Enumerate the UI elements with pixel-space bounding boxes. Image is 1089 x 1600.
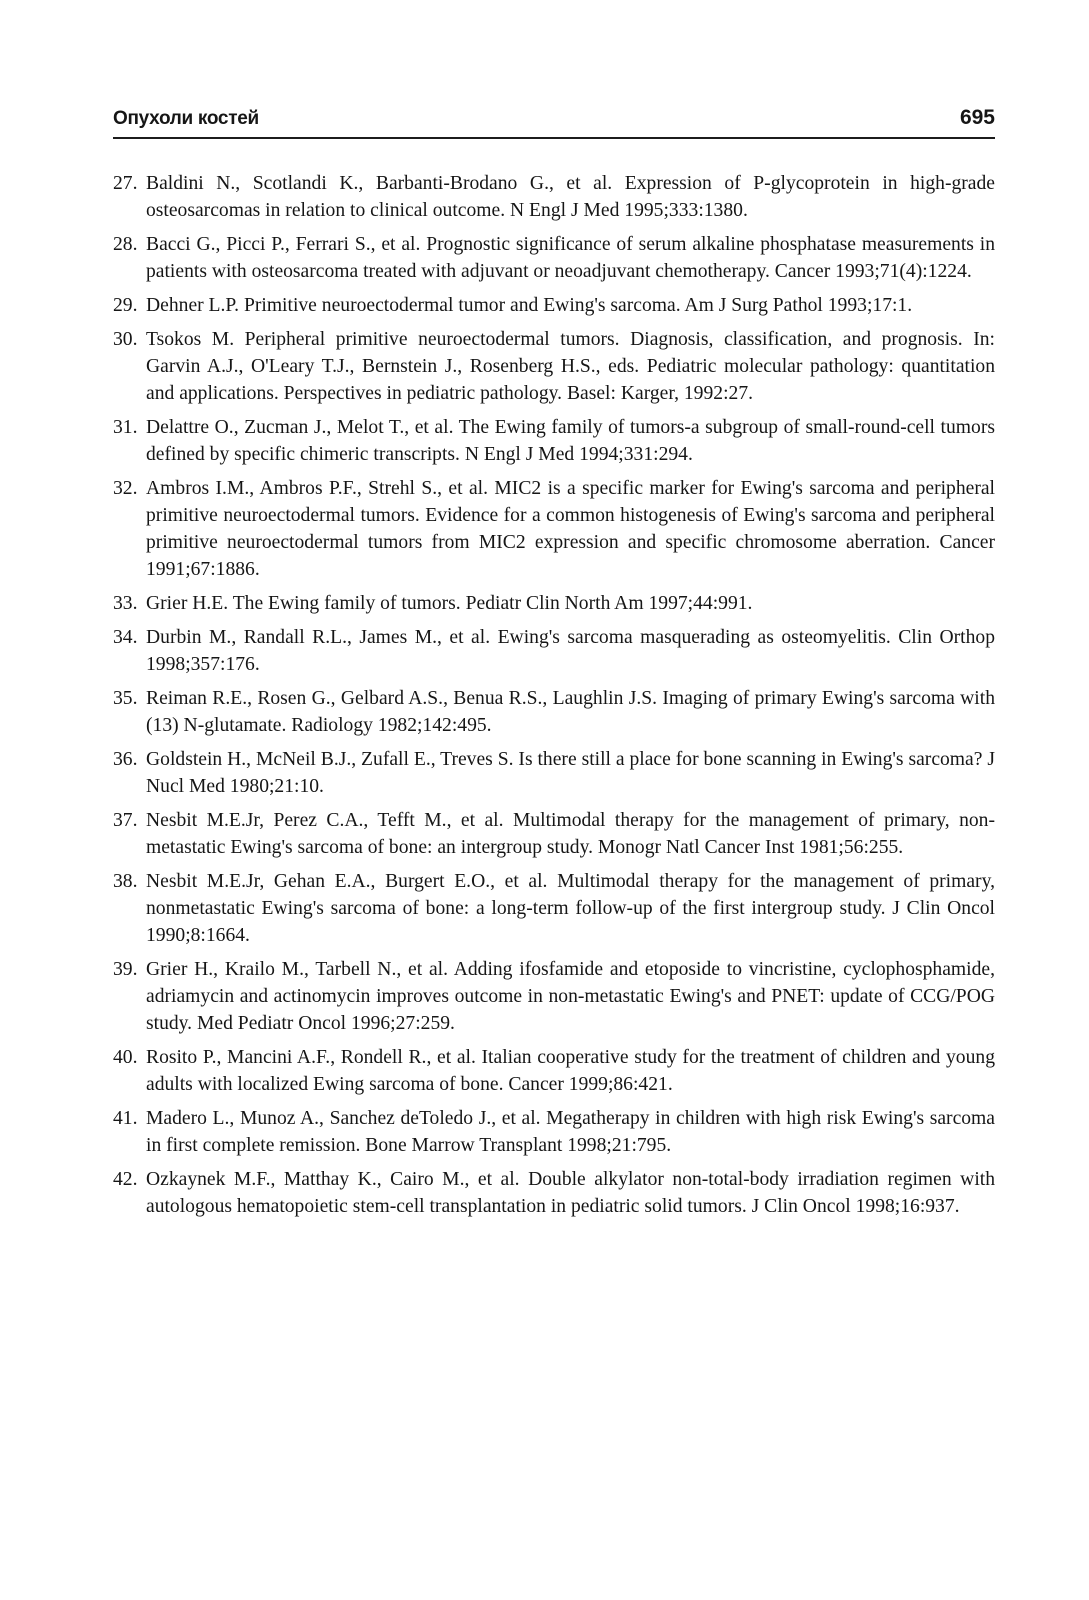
reference-number: 39. xyxy=(113,959,138,980)
reference-number: 41. xyxy=(113,1108,138,1129)
page-header xyxy=(113,107,995,139)
reference-item xyxy=(113,746,995,800)
reference-item xyxy=(113,868,995,949)
reference-item xyxy=(113,807,995,861)
reference-text: Ozkaynek M.F., Matthay K., Cairo M., et al. Double alkylator non-total-body irradiation regimen with autologous hematopoietic stem-cell transplantation in pediatric solid tumors. J Clin Oncol 1998;16:937. xyxy=(146,1169,995,1217)
reference-text: Bacci G., Picci P., Ferrari S., et al. Prognostic significance of serum alkaline phosphatase measurements in patients with osteosarcoma treated with adjuvant or neoadjuvant chemotherapy. Cancer 1993;71(4):1224. xyxy=(146,234,995,282)
reference-list xyxy=(113,170,995,1227)
reference-number: 36. xyxy=(113,749,138,770)
reference-number: 34. xyxy=(113,627,138,648)
reference-text: Nesbit M.E.Jr, Perez C.A., Tefft M., et al. Multimodal therapy for the management of primary, non-metastatic Ewing's sarcoma of bone: an intergroup study. Monogr Natl Cancer Inst 1981;56:255. xyxy=(146,810,995,858)
reference-text: Durbin M., Randall R.L., James M., et al. Ewing's sarcoma masquerading as osteomyelitis. Clin Orthop 1998;357:176. xyxy=(146,627,995,675)
reference-text: Baldini N., Scotlandi K., Barbanti-Brodano G., et al. Expression of P-glycoprotein in high-grade osteosarcomas in relation to clinical outcome. N Engl J Med 1995;333:1380. xyxy=(146,173,995,221)
reference-item xyxy=(113,1044,995,1098)
reference-text: Grier H., Krailo M., Tarbell N., et al. Adding ifosfamide and etoposide to vincristine, cyclophosphamide, adriamycin and actinomycin improves outcome in non-metastatic Ewing's and PNET: update of CCG/POG study. Med Pediatr Oncol 1996;27:259. xyxy=(146,959,995,1034)
reference-number: 31. xyxy=(113,417,138,438)
reference-item xyxy=(113,956,995,1037)
reference-item xyxy=(113,414,995,468)
reference-item xyxy=(113,1105,995,1159)
reference-number: 30. xyxy=(113,329,138,350)
reference-text: Tsokos M. Peripheral primitive neuroectodermal tumors. Diagnosis, classification, and prognosis. In: Garvin A.J., O'Leary T.J., Bernstein J., Rosenberg H.S., eds. Pediatric molecular pathology: quantitation and applications. Perspectives in pediatric pathology. Basel: Karger, 1992:27. xyxy=(146,329,995,404)
reference-item xyxy=(113,685,995,739)
reference-number: 40. xyxy=(113,1047,138,1068)
reference-number: 29. xyxy=(113,295,138,316)
page-number: 695 xyxy=(959,106,995,129)
reference-number: 32. xyxy=(113,478,138,499)
reference-text: Rosito P., Mancini A.F., Rondell R., et al. Italian cooperative study for the treatment of children and young adults with localized Ewing sarcoma of bone. Cancer 1999;86:421. xyxy=(146,1047,995,1095)
reference-number: 27. xyxy=(113,173,138,194)
reference-number: 37. xyxy=(113,810,138,831)
reference-number: 35. xyxy=(113,688,138,709)
reference-number: 28. xyxy=(113,234,138,255)
reference-text: Goldstein H., McNeil B.J., Zufall E., Treves S. Is there still a place for bone scanning in Ewing's sarcoma? J Nucl Med 1980;21:10. xyxy=(146,749,995,797)
reference-item xyxy=(113,170,995,224)
reference-item xyxy=(113,292,995,319)
reference-text: Ambros I.M., Ambros P.F., Strehl S., et al. MIC2 is a specific marker for Ewing's sarcoma and peripheral primitive neuroectodermal tumors. Evidence for a common histogenesis of Ewing's sarcoma and peripheral primitive neuroectodermal tumors from MIC2 expression and specific chromosome aberration. Cancer 1991;67:1886. xyxy=(146,478,995,580)
reference-text: Delattre O., Zucman J., Melot T., et al. The Ewing family of tumors-a subgroup of small-round-cell tumors defined by specific chimeric transcripts. N Engl J Med 1994;331:294. xyxy=(146,417,995,465)
reference-item xyxy=(113,624,995,678)
reference-text: Madero L., Munoz A., Sanchez deToledo J., et al. Megatherapy in children with high risk Ewing's sarcoma in first complete remission. Bone Marrow Transplant 1998;21:795. xyxy=(146,1108,995,1156)
reference-item xyxy=(113,1166,995,1220)
reference-text: Nesbit M.E.Jr, Gehan E.A., Burgert E.O., et al. Multimodal therapy for the management of primary, nonmetastatic Ewing's sarcoma of bone: a long-term follow-up of the first intergroup study. J Clin Oncol 1990;8:1664. xyxy=(146,871,995,946)
reference-item xyxy=(113,326,995,407)
reference-item xyxy=(113,475,995,583)
reference-number: 33. xyxy=(113,593,138,614)
reference-item xyxy=(113,231,995,285)
reference-number: 42. xyxy=(113,1169,138,1190)
reference-text: Reiman R.E., Rosen G., Gelbard A.S., Benua R.S., Laughlin J.S. Imaging of primary Ewing's sarcoma with (13) N-glutamate. Radiology 1982;142:495. xyxy=(146,688,995,736)
running-title: Опухоли костей xyxy=(113,108,259,129)
reference-text: Grier H.E. The Ewing family of tumors. Pediatr Clin North Am 1997;44:991. xyxy=(146,593,753,614)
reference-text: Dehner L.P. Primitive neuroectodermal tumor and Ewing's sarcoma. Am J Surg Pathol 1993;17:1. xyxy=(146,295,913,316)
reference-number: 38. xyxy=(113,871,138,892)
reference-item xyxy=(113,590,995,617)
